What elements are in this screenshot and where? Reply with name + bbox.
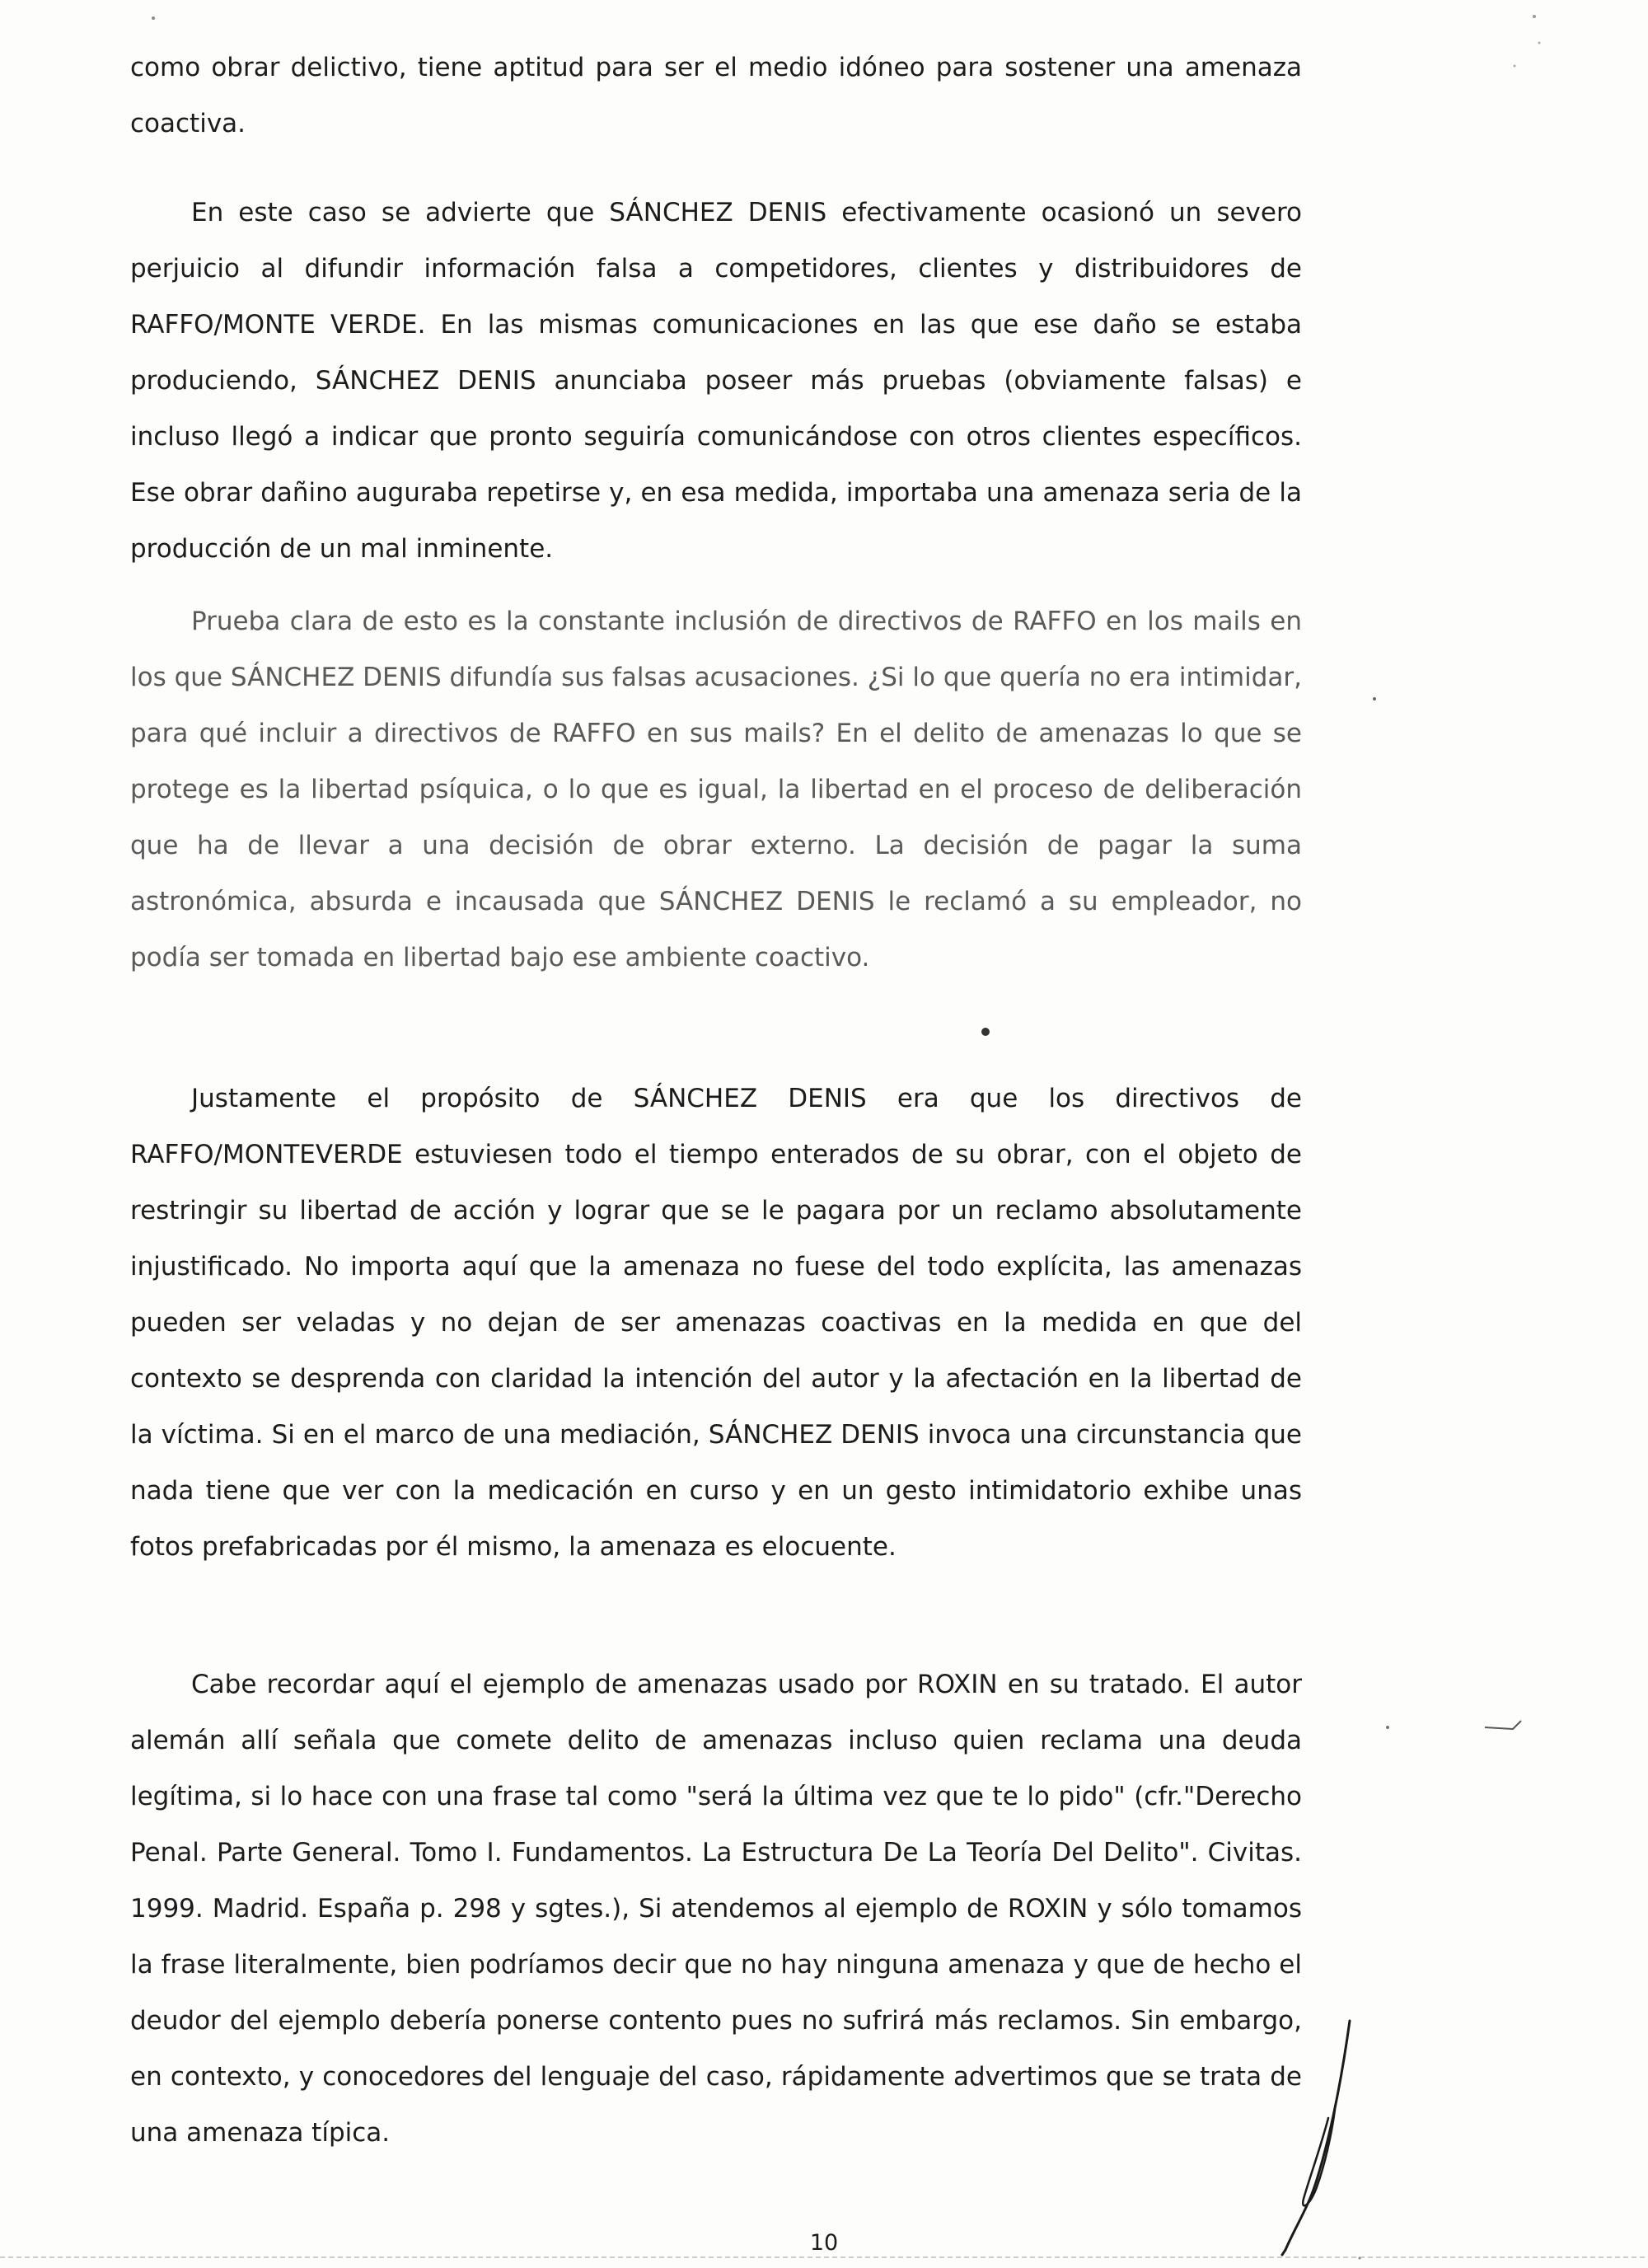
paragraph-text: Cabe recordar aquí el ejemplo de amenazas usado por ROXIN en su tratado. El autor alemán allí señala que comete delito de amenazas incluso quien reclama una deuda legítima, si lo hace con una frase tal como "será la última vez que te lo pido" (cfr."Derecho Penal. Parte General. Tomo I. Fundamentos. La Estructura De La Teoría Del Delito". Civitas. 1999. Madrid. España p. 298 y sgtes.), Si atendemos al ejemplo de ROXIN y sólo tomamos la frase literalmente, bien podríamos decir que no hay ninguna amenaza y que de hecho el deudor del ejemplo debería ponerse contento pues no sufrirá más reclamos. Sin embargo, en contexto, y conocedores del lenguaje del caso, rápidamente advertimos que se trata de una amenaza típica. (130, 1670, 1302, 2148)
paragraph-text: como obrar delictivo, tiene aptitud para ser el medio idóneo para sostener una amenaza coactiva. (130, 53, 1302, 138)
paragraph-continuation (130, 40, 1302, 152)
paragraph (130, 593, 1302, 986)
page-number: 10 (809, 2230, 839, 2256)
handwritten-signature (1252, 2011, 1368, 2258)
paragraph-text: En este caso se advierte que SÁNCHEZ DENIS efectivamente ocasionó un severo perjuicio al difundir información falsa a competidores, clientes y distribuidores de RAFFO/MONTE VERDE. En las mismas comunicaciones en las que ese daño se estaba produciendo, SÁNCHEZ DENIS anunciaba poseer más pruebas (obviamente falsas) e incluso llegó a indicar que pronto seguiría comunicándose con otros clientes específicos. Ese obrar dañino auguraba repetirse y, en esa medida, importaba una amenaza seria de la producción de un mal inminente. (130, 198, 1302, 564)
paragraph (130, 1071, 1302, 1575)
paragraph-text: Prueba clara de esto es la constante inclusión de directivos de RAFFO en los mails en los que SÁNCHEZ DENIS difundía sus falsas acusaciones. ¿Si lo que quería no era intimidar, para qué incluir a directivos de RAFFO en sus mails? En el delito de amenazas lo que se protege es la libertad psíquica, o lo que es igual, la libertad en el proceso de deliberación que ha de llevar a una decisión de obrar externo. La decisión de pagar la suma astronómica, absurda e incausada que SÁNCHEZ DENIS le reclamó a su empleador, no podía ser tomada en libertad bajo ese ambiente coactivo. (130, 607, 1302, 972)
paragraph (130, 185, 1302, 577)
paragraph-text: Justamente el propósito de SÁNCHEZ DENIS era que los directivos de RAFFO/MONTEVERDE estuviesen todo el tiempo enterados de su obrar, con el objeto de restringir su libertad de acción y lograr que se le pagara por un reclamo absolutamente injustificado. No importa aquí que la amenaza no fuese del todo explícita, las amenazas pueden ser veladas y no dejan de ser amenazas coactivas en la medida en que del contexto se desprenda con claridad la intención del autor y la afectación en la libertad de la víctima. Si en el marco de una mediación, SÁNCHEZ DENIS invoca una circunstancia que nada tiene que ver con la medicación en curso y en un gesto intimidatorio exhibe unas fotos prefabricadas por él mismo, la amenaza es elocuente. (130, 1084, 1302, 1562)
paragraph (130, 1656, 1302, 2161)
scan-edge-line (0, 2256, 1648, 2258)
